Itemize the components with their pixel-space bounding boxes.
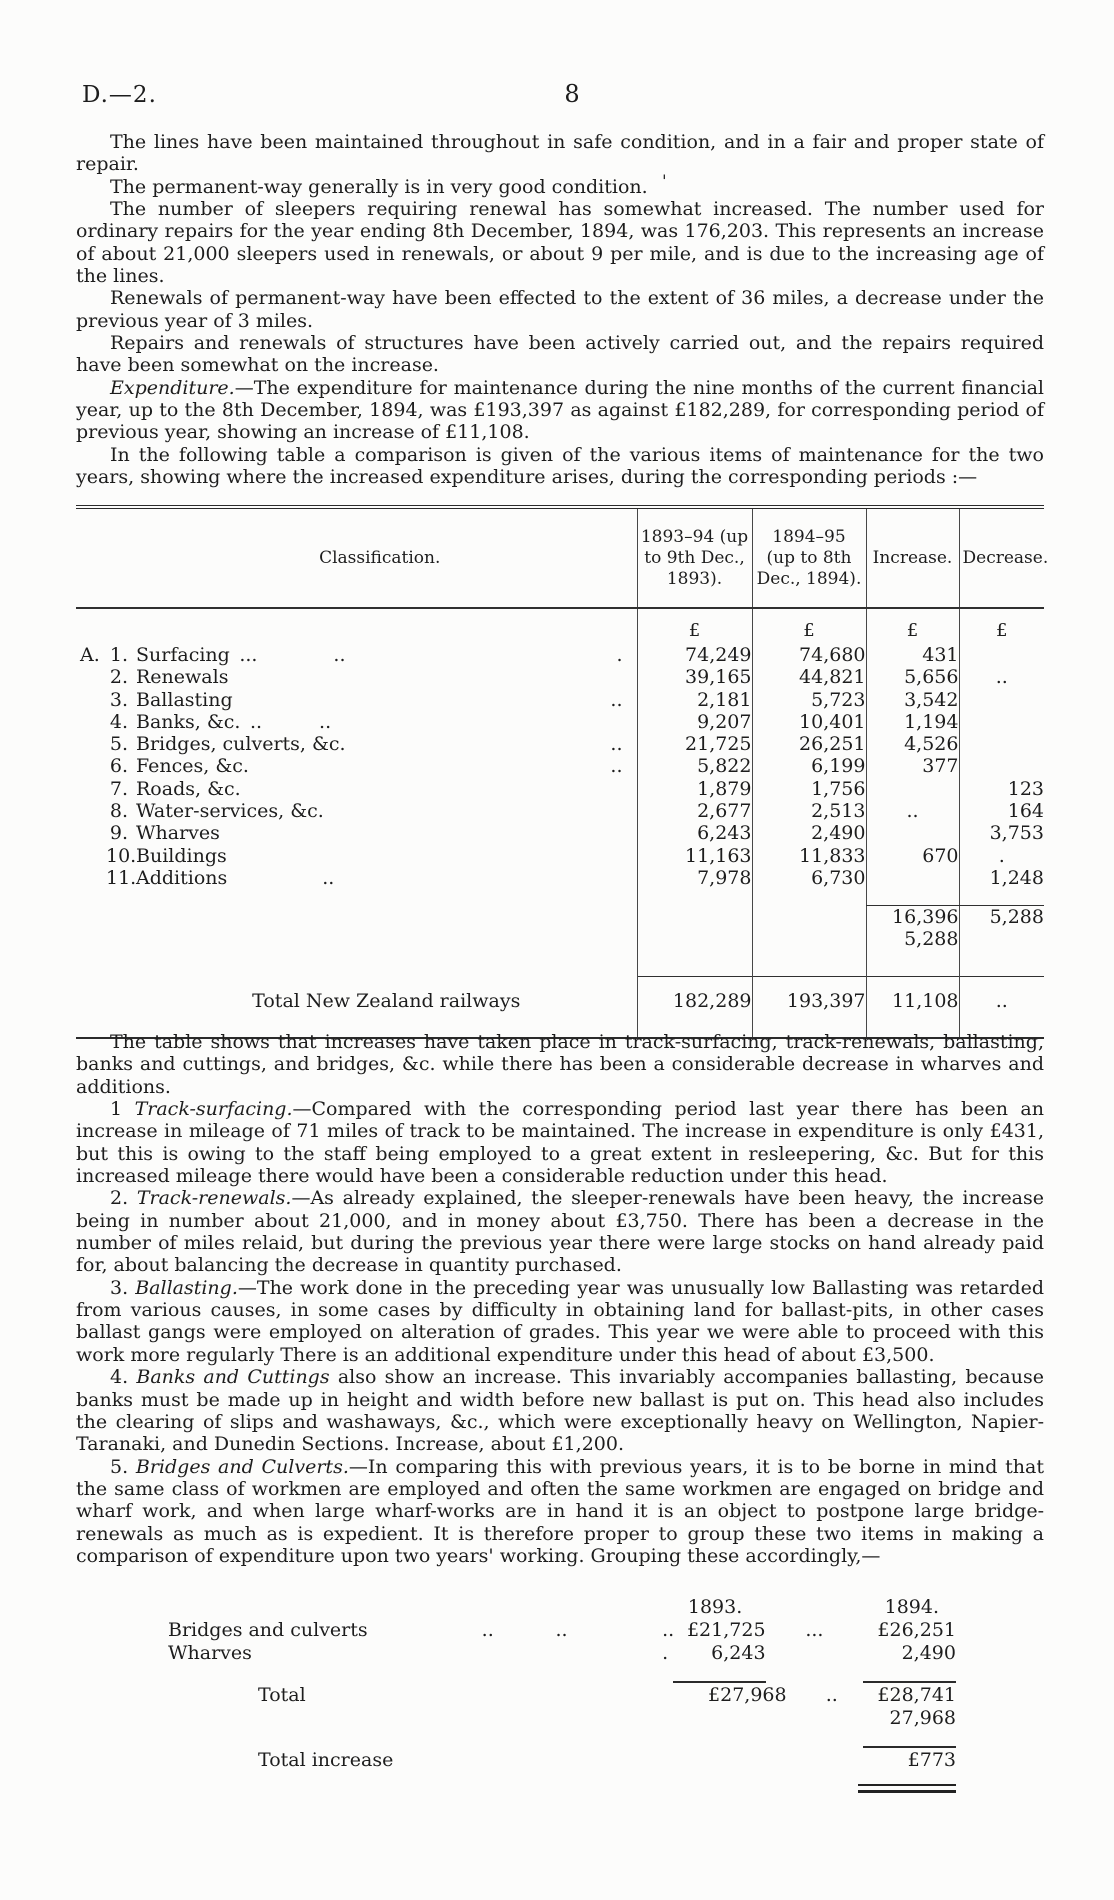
grouping-carry-value: 27,968 bbox=[889, 1707, 956, 1729]
cell-1893-94: 9,207 bbox=[637, 711, 752, 733]
subtotal-row bbox=[76, 906, 1044, 929]
row-label: Surfacing bbox=[136, 644, 230, 666]
row-number: 5. bbox=[109, 733, 128, 756]
table-row bbox=[76, 778, 1044, 800]
cell-increase: 377 bbox=[866, 755, 959, 777]
grouping-increase-label: Total increase bbox=[258, 1749, 394, 1771]
leader-dots: .. bbox=[610, 733, 623, 756]
cell-decrease bbox=[959, 711, 1044, 733]
table-row bbox=[76, 867, 1044, 889]
paragraph bbox=[76, 1277, 1044, 1366]
sum-rule bbox=[673, 1681, 766, 1683]
para-text: Renewals of permanent-way have been effected to the extent of 36 miles, a decrease under the previous year of 3 miles. bbox=[76, 287, 1044, 332]
cell-1893-94: 5,822 bbox=[637, 755, 752, 777]
cell-1894-95: 74,680 bbox=[752, 644, 866, 666]
para-text: also show an increase. This invariably accompanies ballasting, because banks must be made up in height and width before new ballast is put on. This head also includes the clearing of slips and washaways, &c., which were exceptionally heavy on Wellington, Napier-Taranaki, and Dunedin Sections. Increase, about £1,200. bbox=[76, 1366, 1044, 1456]
subtotal-decrease: 5,288 bbox=[959, 906, 1044, 929]
row-label: Fences, &c. bbox=[136, 755, 249, 778]
grouping-rule-row-2 bbox=[140, 1730, 956, 1749]
col-header-1893-94: 1893–94 (up to 9th Dec., 1893). bbox=[637, 507, 752, 608]
table-header-row bbox=[76, 507, 1044, 608]
cell-decrease bbox=[959, 733, 1044, 755]
scan-artifact: ' bbox=[662, 172, 667, 192]
row-label: Water-services, &c. bbox=[136, 800, 324, 823]
row-number: 2. bbox=[109, 666, 128, 689]
paragraph bbox=[76, 1031, 1044, 1098]
cell-increase: 5,656 bbox=[866, 666, 959, 688]
para-text: —The work done in the preceding year was unusually low Ballasting was retarded from various causes, in some cases by difficulty in obtaining land for ballast-pits, in other cases ballast gangs were employed on alteration of grades. This year we were able to proceed with this work more regularly There is an additional expenditure under this head of about £3,500. bbox=[76, 1276, 1044, 1366]
grouping-header-row bbox=[140, 1596, 956, 1619]
total-row-label: Total New Zealand railways bbox=[252, 989, 521, 1012]
cell-1893-94: 6,243 bbox=[637, 822, 752, 844]
col-header-classification: Classification. bbox=[76, 507, 637, 608]
subtotal-increase: 16,396 bbox=[866, 906, 959, 929]
para-text: —Compared with the corresponding period last year there has been an increase in mileage of 71 miles of track to be maintained. The increase in expenditure is only £431, but this is owing to the staff being employed to a great extent in resleepering, &c. But for this increased mileage there would have been a considerable reduction under this head. bbox=[76, 1098, 1045, 1188]
grouping-rule-row bbox=[140, 1665, 956, 1684]
row-label: Ballasting bbox=[136, 688, 233, 711]
row-label: Renewals bbox=[136, 666, 229, 689]
para-lead-italic: Expenditure. bbox=[110, 376, 235, 399]
row-label: Wharves bbox=[136, 822, 220, 845]
row-section-letter: A. bbox=[80, 644, 100, 666]
row-number: 11. bbox=[106, 866, 137, 889]
cell-1894-95: 2,513 bbox=[752, 800, 866, 822]
para-lead-italic: Track-surfacing. bbox=[134, 1098, 293, 1121]
leader-dots: .. bbox=[825, 1684, 838, 1706]
grouping-col-1893: 1893. bbox=[687, 1596, 743, 1618]
intro-paragraphs bbox=[76, 131, 1044, 489]
row-number: 1. bbox=[109, 644, 128, 666]
row-label: Additions bbox=[136, 866, 228, 889]
cell-decrease: 123 bbox=[959, 778, 1044, 800]
cell-increase bbox=[866, 867, 959, 889]
cell-1893-94: 2,677 bbox=[637, 800, 752, 822]
page-number: 8 bbox=[564, 80, 580, 108]
grouping-row-label: Wharves bbox=[168, 1642, 252, 1664]
grouping-final-rule-row bbox=[140, 1772, 956, 1791]
subtotal-rule-increase bbox=[866, 889, 959, 906]
cell-1893-94: 74,249 bbox=[637, 644, 752, 666]
row-number: 9. bbox=[109, 822, 128, 845]
leader-dots bbox=[766, 1642, 832, 1665]
grouping-row-wharves bbox=[140, 1642, 956, 1665]
cell-decrease bbox=[959, 755, 1044, 777]
grand-total-rule bbox=[858, 1784, 956, 1793]
grouping-row-bridges bbox=[140, 1619, 956, 1642]
cell-1894-95: 11,833 bbox=[752, 845, 866, 867]
col-header-increase: Increase. bbox=[866, 507, 959, 608]
subtotal-rule-row bbox=[76, 889, 1044, 906]
para-number: 2. bbox=[110, 1187, 137, 1210]
cell-1893-94: 2,181 bbox=[637, 689, 752, 711]
total-1893-94: 182,289 bbox=[637, 977, 752, 1039]
para-text: —As already explained, the sleeper-renewals have been heavy, the increase being in number about 21,000, and in money about £3,750. There has been a decrease in the number of miles relaid, but during the previous year there were large stocks on hand already paid for, about balancing the decrease in quantity purchased. bbox=[76, 1187, 1045, 1277]
leader-dots: .. bbox=[610, 688, 623, 711]
cell-1894-95: 10,401 bbox=[752, 711, 866, 733]
cell-1893-94: 7,978 bbox=[637, 867, 752, 889]
row-label: Bridges, culverts, &c. bbox=[136, 733, 346, 756]
para-number: 1 bbox=[110, 1098, 135, 1121]
grouping-total-row bbox=[140, 1684, 956, 1707]
grouping-total-label: Total bbox=[258, 1684, 306, 1706]
para-number: 5. bbox=[110, 1455, 136, 1478]
running-head bbox=[76, 82, 1044, 112]
paragraph bbox=[76, 377, 1044, 444]
total-increase: 11,108 bbox=[866, 977, 959, 1039]
leader-dots: . bbox=[616, 644, 623, 666]
sum-rule bbox=[863, 1746, 956, 1748]
para-text: The lines have been maintained throughout in safe condition, and in a fair and proper state of repair. bbox=[76, 131, 1044, 176]
currency-symbol: £ bbox=[752, 608, 866, 644]
cell-increase: 3,542 bbox=[866, 689, 959, 711]
leader-dots: .. bbox=[662, 1619, 675, 1641]
total-1894-95: 193,397 bbox=[752, 977, 866, 1039]
cell-decrease bbox=[959, 644, 1044, 666]
currency-row bbox=[76, 608, 1044, 644]
cell-decrease: 1,248 bbox=[959, 867, 1044, 889]
cell-decrease: 164 bbox=[959, 800, 1044, 822]
leader-dots: ... .. bbox=[229, 644, 346, 666]
currency-symbol: £ bbox=[866, 608, 959, 644]
paragraph bbox=[76, 131, 1044, 176]
cell-1893-94: 11,163 bbox=[637, 845, 752, 867]
paragraph bbox=[76, 1187, 1044, 1276]
subtotal-rule-decrease bbox=[959, 889, 1044, 906]
cell-1893-94: 39,165 bbox=[637, 666, 752, 688]
paragraph bbox=[76, 198, 1044, 287]
paragraph bbox=[76, 1366, 1044, 1455]
cell-1893-94: 21,725 bbox=[637, 733, 752, 755]
row-label: Banks, &c. bbox=[136, 710, 241, 733]
table-total-row bbox=[76, 977, 1044, 1039]
row-number: 8. bbox=[109, 800, 128, 823]
grouping-comparison-table bbox=[140, 1596, 956, 1791]
cell-1894-95: 2,490 bbox=[752, 822, 866, 844]
para-lead-italic: Bridges and Culverts. bbox=[135, 1455, 349, 1478]
leader-dots: ... bbox=[805, 1619, 824, 1641]
para-lead-italic: Ballasting. bbox=[135, 1276, 238, 1299]
grouping-value-1894: £26,251 bbox=[877, 1619, 956, 1641]
table-row bbox=[76, 845, 1044, 867]
grouping-increase-row bbox=[140, 1749, 956, 1772]
para-number: 4. bbox=[110, 1366, 137, 1389]
paragraph bbox=[76, 287, 1044, 332]
para-text: The table shows that increases have taken place in track-surfacing, track-renewals, ballasting, banks and cuttings, and bridges, &c. while there has been a considerable decrease in wharves and additions. bbox=[76, 1031, 1044, 1098]
cell-increase: .. bbox=[866, 800, 959, 822]
para-text: —In comparing this with previous years, it is to be borne in mind that the same class of workmen are employed and often the same workmen are engaged on bridge and wharf work, and when large wharf-works are in hand it is an object to postpone large bridge-renewals as much as is expedient. It is therefore proper to group these two items in making a comparison of expenditure upon two years' working. Grouping these accordingly,— bbox=[76, 1455, 1044, 1567]
currency-symbol: £ bbox=[637, 608, 752, 644]
grouping-row-label: Bridges and culverts bbox=[168, 1619, 368, 1641]
grouping-total-1894: £28,741 bbox=[877, 1684, 956, 1706]
maintenance-comparison-table bbox=[76, 505, 1049, 1039]
cell-decrease bbox=[959, 689, 1044, 711]
currency-symbol: £ bbox=[959, 608, 1044, 644]
subtotal-increase-net: 5,288 bbox=[866, 928, 959, 977]
paragraph bbox=[76, 332, 1044, 377]
cell-increase: 670 bbox=[866, 845, 959, 867]
sum-rule bbox=[863, 1681, 956, 1683]
cell-increase: 4,526 bbox=[866, 733, 959, 755]
cell-decrease: . bbox=[959, 845, 1044, 867]
paragraph bbox=[76, 444, 1044, 489]
cell-1894-95: 6,730 bbox=[752, 867, 866, 889]
leader-dots: .. bbox=[227, 866, 335, 889]
cell-decrease: 3,753 bbox=[959, 822, 1044, 844]
para-lead-italic: Track-renewals. bbox=[136, 1187, 292, 1210]
table-row bbox=[76, 755, 1044, 777]
para-text: —The expenditure for maintenance during the nine months of the current financial year, up to the 8th December, 1894, was £193,397 as against £182,289, for corresponding period of previous year, showing an increase of £11,108. bbox=[76, 376, 1044, 444]
row-number: 3. bbox=[109, 688, 128, 711]
subtotal-carry-row bbox=[76, 928, 1044, 977]
table-row bbox=[76, 689, 1044, 711]
total-decrease: .. bbox=[959, 977, 1044, 1039]
para-text: The number of sleepers requiring renewal has somewhat increased. The number used for ordinary repairs for the year ending 8th December, 1894, was 176,203. This represents an increase of about 21,000 sleepers used in renewals, or about 9 per mile, and is due to the increasing age of the lines. bbox=[76, 198, 1044, 288]
cell-1894-95: 1,756 bbox=[752, 778, 866, 800]
cell-1894-95: 26,251 bbox=[752, 733, 866, 755]
para-text: In the following table a comparison is given of the various items of maintenance for the two years, showing where the increased expenditure arises, during the corresponding periods :— bbox=[76, 443, 1044, 489]
leader-dots: . bbox=[662, 1642, 669, 1664]
cell-increase bbox=[866, 778, 959, 800]
document-reference: D.—2. bbox=[82, 82, 157, 108]
table-row bbox=[76, 644, 1044, 666]
para-number: 3. bbox=[110, 1276, 136, 1299]
grouping-total-1893: £27,968 bbox=[708, 1684, 787, 1706]
row-label: Roads, &c. bbox=[136, 777, 241, 800]
leader-dots: .. .. bbox=[240, 710, 332, 733]
leader-dots: .. bbox=[610, 755, 623, 778]
cell-decrease: .. bbox=[959, 666, 1044, 688]
row-number: 7. bbox=[109, 777, 128, 800]
row-number: 6. bbox=[109, 755, 128, 778]
row-number: 4. bbox=[109, 710, 128, 733]
col-header-decrease: Decrease. bbox=[959, 507, 1044, 608]
col-header-1894-95: 1894–95 (up to 8th Dec., 1894). bbox=[752, 507, 866, 608]
table-row bbox=[76, 711, 1044, 733]
para-text: The permanent-way generally is in very good condition. bbox=[110, 175, 648, 198]
cell-1894-95: 6,199 bbox=[752, 755, 866, 777]
row-number: 10. bbox=[106, 844, 137, 867]
discussion-paragraphs bbox=[76, 1031, 1044, 1567]
grouping-value-1894: 2,490 bbox=[901, 1642, 956, 1664]
cell-increase: 1,194 bbox=[866, 711, 959, 733]
grouping-value-1893: 6,243 bbox=[711, 1642, 766, 1664]
cell-1894-95: 5,723 bbox=[752, 689, 866, 711]
paragraph bbox=[76, 1098, 1044, 1187]
grouping-col-1894: 1894. bbox=[884, 1596, 940, 1618]
grouping-value-1893: £21,725 bbox=[686, 1619, 766, 1641]
cell-1894-95: 44,821 bbox=[752, 666, 866, 688]
table-row bbox=[76, 733, 1044, 755]
grouping-carry-row bbox=[140, 1707, 956, 1730]
row-label: Buildings bbox=[136, 844, 227, 867]
para-lead-italic: Banks and Cuttings bbox=[136, 1366, 330, 1389]
table-row bbox=[76, 800, 1044, 822]
table-row bbox=[76, 666, 1044, 688]
paragraph bbox=[76, 1456, 1044, 1568]
cell-increase bbox=[866, 822, 959, 844]
cell-1893-94: 1,879 bbox=[637, 778, 752, 800]
cell-increase: 431 bbox=[866, 644, 959, 666]
leader-dots: .. .. bbox=[367, 1619, 568, 1641]
paragraph bbox=[76, 176, 1044, 198]
table-row bbox=[76, 822, 1044, 844]
para-text: Repairs and renewals of structures have been actively carried out, and the repairs required have been somewhat on the increase. bbox=[76, 332, 1044, 377]
grouping-increase-value: £773 bbox=[907, 1749, 956, 1771]
